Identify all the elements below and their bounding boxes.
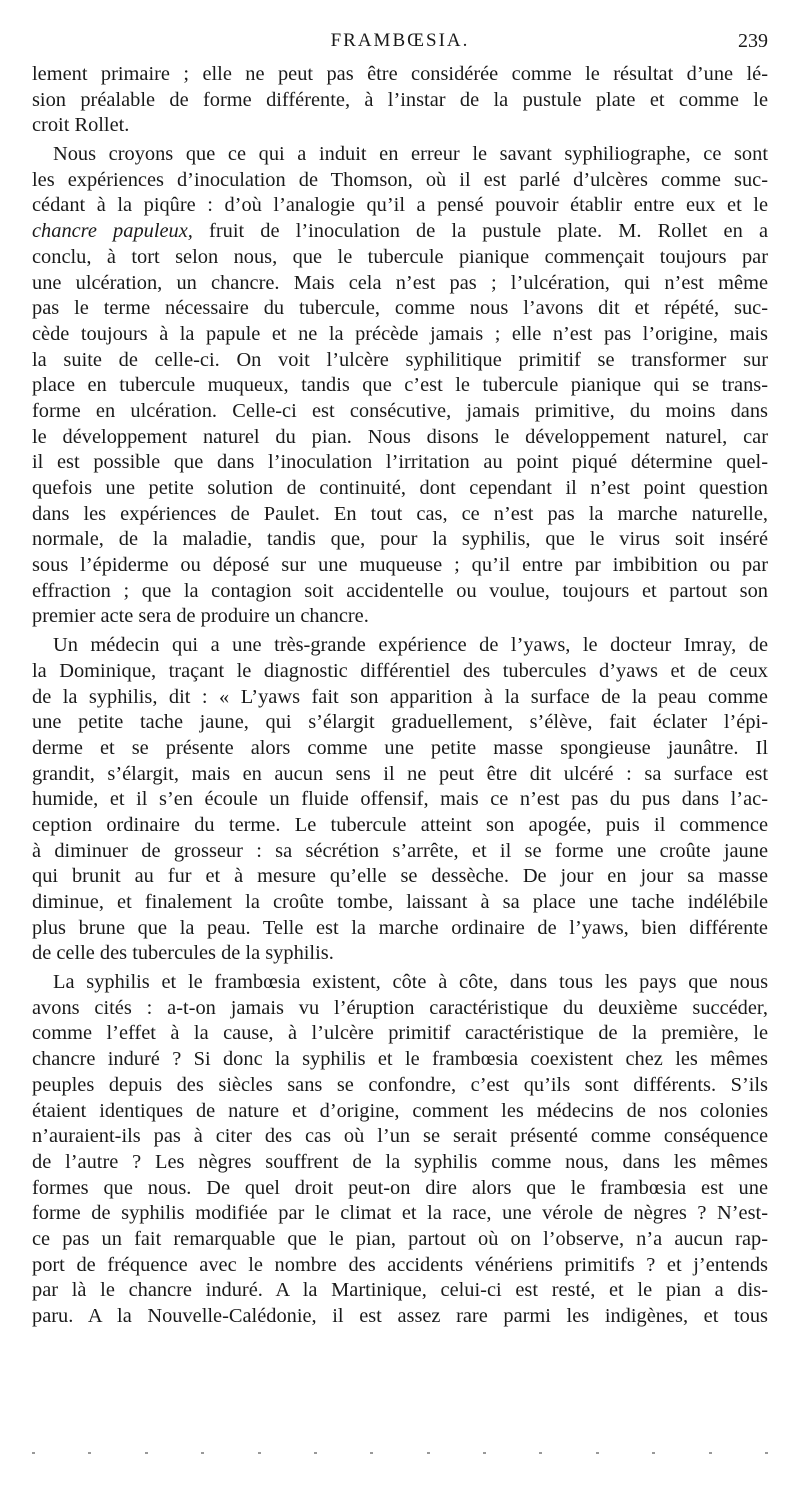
text-line: quefois une petite solution de continuité, dont cependant il n’est point question — [32, 477, 768, 499]
text-line: forme de syphilis modifiée par le climat et la race, une vérole de nègres ? N’est- — [32, 1202, 768, 1225]
text-line: une ulcération, un chancre. Mais cela n’est pas ; l’ulcération, qui n’est même — [32, 271, 768, 294]
text-line: ce pas un fait remarquable que le pian, partout où on l’observe, n’a aucun rap- — [32, 1227, 768, 1250]
speck — [652, 1452, 655, 1454]
text-line: sion préalable de forme différente, à l’instar de la pustule plate et comme le — [32, 88, 768, 111]
book-page — [32, 0, 768, 1485]
text-line: derme et se présente alors comme une petite masse spongieuse jaunâtre. Il — [32, 736, 768, 759]
running-title: FRAMBŒSIA. — [330, 30, 470, 51]
text-line: Nous croyons que ce qui a induit en erreur le savant syphiliographe, ce sont — [53, 143, 768, 166]
text-line: une petite tache jaune, qui s’élargit graduellement, s’élève, fait éclater l’épi- — [32, 711, 768, 734]
text-line: ception ordinaire du terme. Le tubercule atteint son apogée, puis il commence — [32, 813, 768, 836]
text-line: à diminuer de grosseur : sa sécrétion s’arrête, et il se forme une croûte jaune — [32, 839, 768, 862]
text-line: la Dominique, traçant le diagnostic différentiel des tubercules d’yaws et de ceux — [32, 659, 768, 682]
text-line: qui brunit au fur et à mesure qu’elle se dessèche. De jour en jour sa masse — [32, 865, 768, 888]
text-line: premier acte sera de produire un chancre. — [32, 605, 369, 628]
text-line: il est possible que dans l’inoculation l’irritation au point piqué détermine quel- — [32, 451, 768, 474]
page-bottom-specks — [32, 1452, 768, 1456]
speck — [201, 1452, 204, 1454]
speck — [483, 1452, 486, 1454]
text-line: formes que nous. De quel droit peut-on dire alors que le frambœsia est une — [32, 1176, 768, 1199]
italic-term: chancre papuleux, — [32, 220, 193, 243]
text-line: paru. A la Nouvelle-Calédonie, il est assez rare parmi les indigènes, et tous — [32, 1305, 768, 1327]
text-line: lement primaire ; elle ne peut pas être considérée comme le résultat d’une lé- — [32, 63, 768, 85]
text-line: la suite de celle-ci. On voit l’ulcère syphilitique primitif se transformer sur — [32, 348, 768, 371]
speck — [88, 1452, 91, 1454]
speck — [765, 1452, 768, 1454]
text-line: de la syphilis, dit : « L’yaws fait son apparition à la surface de la peau comme — [32, 685, 768, 708]
text-line: cédant à la piqûre : d’où l’analogie qu’il a pensé pouvoir établir entre eux et le — [32, 194, 768, 217]
text-line: peuples depuis des siècles sans se confondre, c’est qu’ils sont différents. S’ils — [32, 1073, 768, 1096]
paragraph — [32, 62, 768, 139]
text-line: de celle des tubercules de la syphilis. — [32, 942, 334, 965]
text-line: Un médecin qui a une très-grande expérience de l’yaws, le docteur Imray, de — [53, 634, 768, 657]
text-line: La syphilis et le frambœsia existent, côte à côte, dans tous les pays que nous — [53, 971, 768, 994]
text-line: de l’autre ? Les nègres souffrent de la syphilis comme nous, dans les mêmes — [32, 1150, 768, 1173]
paragraph — [32, 633, 768, 967]
speck — [258, 1452, 261, 1454]
text-line: diminue, et finalement la croûte tombe, laissant à sa place une tache indélébile — [32, 891, 768, 913]
speck — [427, 1452, 430, 1454]
speck — [539, 1452, 542, 1454]
speck — [596, 1452, 599, 1454]
text-line: comme l’effet à la cause, à l’ulcère primitif caractéristique de la première, le — [32, 1022, 768, 1045]
text-line: n’auraient-ils pas à citer des cas où l’un se serait présenté comme conséquence — [32, 1125, 768, 1148]
page-number: 239 — [738, 30, 768, 52]
paragraph — [32, 970, 768, 1330]
text-line: le développement naturel du pian. Nous disons le développement naturel, car — [32, 425, 768, 448]
text-line: pas le terme nécessaire du tubercule, comme nous l’avons dit et répété, suc- — [32, 297, 768, 320]
text-line: humide, et il s’en écoule un fluide offensif, mais ce n’est pas du pus dans l’ac- — [32, 788, 768, 811]
speck — [314, 1452, 317, 1454]
text-line: forme en ulcération. Celle-ci est consécutive, jamais primitive, du moins dans — [32, 399, 768, 422]
text-line: par là le chancre induré. A la Martinique, celui-ci est resté, et le pian a dis- — [32, 1279, 768, 1302]
text-line: avons cités : a-t-on jamais vu l’éruption caractéristique du deuxième succéder, — [32, 996, 768, 1019]
running-head — [32, 30, 768, 58]
text-line: cède toujours à la papule et ne la précède jamais ; elle n’est pas l’origine, mais — [32, 322, 768, 345]
speck — [370, 1452, 373, 1454]
paragraph-gap — [32, 1330, 768, 1333]
text-line: effraction ; que la contagion soit accidentelle ou voulue, toujours et partout son — [32, 579, 768, 602]
text-line: sous l’épiderme ou déposé sur une muqueuse ; qu’il entre par imbibition ou par — [32, 554, 768, 577]
text-line: conclu, à tort selon nous, que le tubercule pianique commençait toujours par — [32, 245, 768, 268]
text-line: les expériences d’inoculation de Thomson, où il est parlé d’ulcères comme suc- — [32, 168, 768, 191]
text-line: étaient identiques de nature et d’origine, comment les médecins de nos colonies — [32, 1099, 768, 1122]
text-line: place en tubercule muqueux, tandis que c’est le tubercule pianique qui se trans- — [32, 374, 768, 397]
text-line: dans les expériences de Paulet. En tout cas, ce n’est pas la marche naturelle, — [32, 502, 768, 525]
text-line: normale, de la maladie, tandis que, pour la syphilis, que le virus soit inséré — [32, 528, 768, 551]
speck — [709, 1452, 712, 1454]
text-line: plus brune que la peau. Telle est la marche ordinaire de l’yaws, bien différente — [32, 916, 768, 939]
text-line: port de fréquence avec le nombre des accidents vénériens primitifs ? et j’entends — [32, 1253, 768, 1276]
speck — [145, 1452, 148, 1454]
text-line: chancre papuleux, fruit de l’inoculation de la pustule plate. M. Rollet en a — [32, 220, 768, 243]
text-line: croit Rollet. — [32, 114, 130, 137]
text-line: grandit, s’élargit, mais en aucun sens il ne peut être dit ulcéré : sa surface est — [32, 762, 768, 785]
speck — [32, 1452, 35, 1454]
body-text — [32, 62, 768, 1333]
text-line: chancre induré ? Si donc la syphilis et le frambœsia coexistent chez les mêmes — [32, 1048, 768, 1071]
paragraph — [32, 142, 768, 630]
